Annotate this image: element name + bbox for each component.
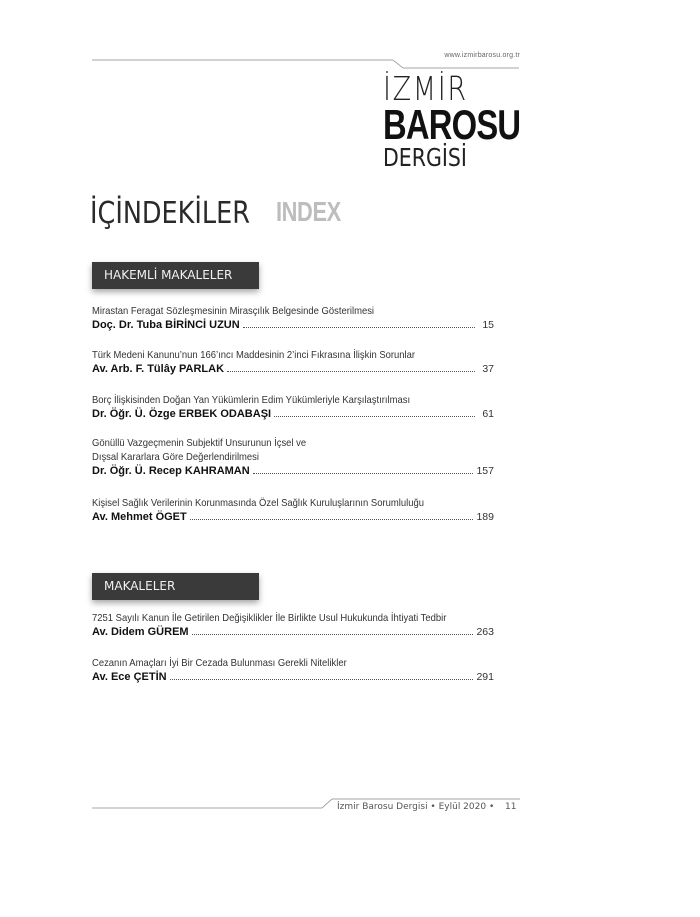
page-number: 157 bbox=[476, 465, 494, 477]
article-title: Gönüllü Vazgeçmenin Subjektif Unsurunun İçsel ve bbox=[92, 437, 307, 449]
dot-leader bbox=[190, 510, 474, 520]
website-url: www.izmirbarosu.org.tr bbox=[444, 52, 520, 59]
dot-leader bbox=[253, 464, 474, 474]
dot-leader bbox=[192, 625, 474, 635]
toc-entry[interactable] bbox=[92, 496, 494, 525]
article-author: Dr. Öğr. Ü. Özge ERBEK ODABAŞI bbox=[92, 408, 272, 420]
page-number: 61 bbox=[482, 408, 494, 420]
article-author: Av. Mehmet ÖGET bbox=[92, 511, 187, 523]
page-number: 15 bbox=[482, 319, 494, 331]
article-title: Kişisel Sağlık Verilerinin Korunmasında Özel Sağlık Kuruluşlarının Sorumluluğu bbox=[92, 497, 424, 509]
toc-entry[interactable] bbox=[92, 348, 494, 377]
toc-entry[interactable] bbox=[92, 393, 494, 422]
toc-entry[interactable] bbox=[92, 656, 494, 685]
section-header-refereed: HAKEMLİ MAKALELER bbox=[92, 262, 259, 289]
logo-line-dergisi: DERGİSİ bbox=[383, 143, 467, 172]
article-author: Dr. Öğr. Ü. Recep KAHRAMAN bbox=[92, 465, 250, 477]
toc-entry[interactable] bbox=[92, 304, 494, 333]
article-title-continued: Dışsal Kararlara Göre Değerlendirilmesi bbox=[92, 451, 260, 463]
dot-leader bbox=[227, 362, 475, 372]
page-number: 37 bbox=[482, 363, 494, 375]
article-author: Doç. Dr. Tuba BİRİNCİ UZUN bbox=[92, 319, 240, 331]
heading-index: INDEX bbox=[276, 196, 341, 227]
logo-line-izmir: İZMİR bbox=[383, 69, 468, 108]
page-footer bbox=[92, 793, 520, 815]
heading-contents: İÇİNDEKİLER bbox=[90, 196, 250, 231]
dot-leader bbox=[170, 670, 474, 680]
logo-line-barosu: BAROSU bbox=[383, 101, 521, 148]
article-title: Türk Medeni Kanunu’nun 166’ıncı Maddesinin 2’inci Fıkrasına İlişkin Sorunlar bbox=[92, 349, 416, 361]
dot-leader bbox=[274, 407, 475, 417]
page-heading bbox=[90, 196, 341, 231]
footer-journal-info: İzmir Barosu Dergisi • Eylül 2020 • bbox=[337, 802, 495, 812]
article-title: Mirastan Feragat Sözleşmesinin Mirasçılık Belgesinde Gösterilmesi bbox=[92, 305, 375, 317]
dot-leader bbox=[243, 318, 475, 328]
article-author: Av. Arb. F. Tülây PARLAK bbox=[92, 363, 225, 375]
toc-entry[interactable] bbox=[92, 436, 494, 479]
article-title: Borç İlişkisinden Doğan Yan Yükümlerin Edim Yükümleriyle Karşılaştırılması bbox=[92, 394, 411, 406]
page-number: 263 bbox=[476, 626, 494, 638]
page-number: 189 bbox=[476, 511, 494, 523]
article-author: Av. Ece ÇETİN bbox=[92, 671, 167, 683]
article-author: Av. Didem GÜREM bbox=[92, 626, 189, 638]
journal-logo bbox=[383, 69, 523, 172]
toc-entry[interactable] bbox=[92, 611, 494, 640]
article-title: 7251 Sayılı Kanun İle Getirilen Değişiklikler İle Birlikte Usul Hukukunda İhtiyati Tedbir bbox=[92, 612, 447, 624]
article-title: Cezanın Amaçları İyi Bir Cezada Bulunması Gerekli Nitelikler bbox=[92, 657, 347, 669]
section-header-articles: MAKALELER bbox=[92, 573, 259, 600]
footer-page-number: 11 bbox=[505, 802, 517, 812]
page-number: 291 bbox=[476, 671, 494, 683]
